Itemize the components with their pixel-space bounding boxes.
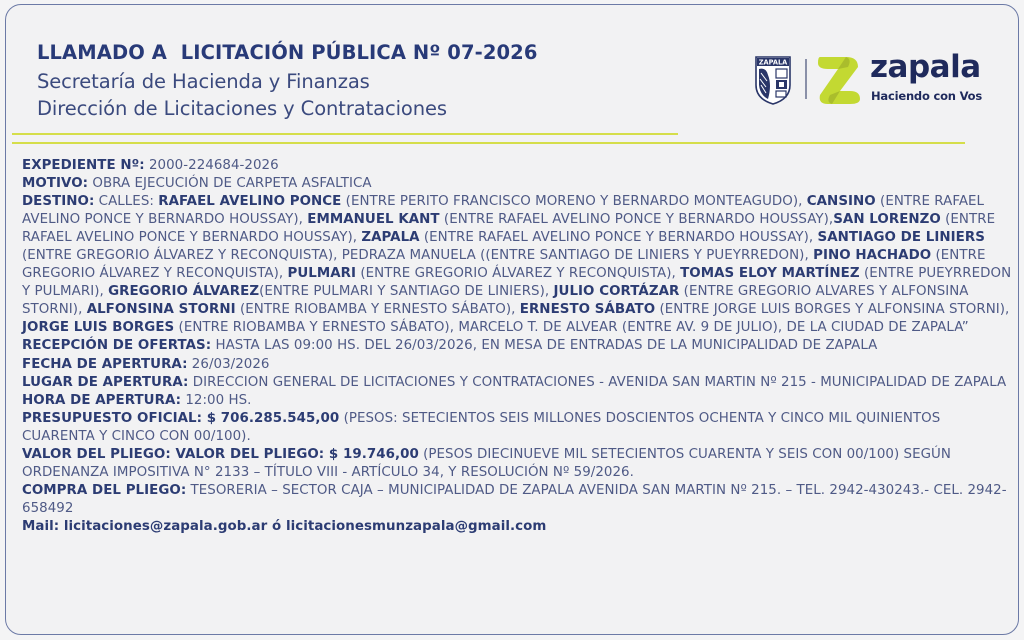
subtitle-direccion: Dirección de Licitaciones y Contrataciones bbox=[37, 97, 447, 120]
street-name: ZAPALA bbox=[361, 230, 420, 246]
notice-body bbox=[22, 157, 1012, 536]
field-label: VALOR DEL PLIEGO: VALOR DEL PLIEGO: $ 19.746,00 bbox=[22, 446, 419, 462]
street-description: (ENTRE PULMARI Y SANTIAGO DE LINIERS), bbox=[259, 284, 554, 300]
field-label: HORA DE APERTURA: bbox=[22, 392, 182, 408]
page-title: LLAMADO A LICITACIÓN PÚBLICA Nº 07-2026 bbox=[37, 41, 538, 64]
accent-divider-short bbox=[12, 133, 678, 135]
logo-group bbox=[752, 49, 992, 113]
street-description: (ENTRE PUEYRREDON Y PULMARI), bbox=[22, 266, 1012, 300]
street-name: PULMARI bbox=[287, 266, 357, 282]
street-description: (ENTRE GREGORIO ÁLVAREZ Y RECONQUISTA), bbox=[22, 248, 986, 282]
street-name: TOMAS ELOY MARTÍNEZ bbox=[680, 266, 860, 282]
field-expediente bbox=[22, 157, 1012, 175]
subtitle-secretaria: Secretaría de Hacienda y Finanzas bbox=[37, 70, 370, 93]
street-description: (ENTRE PERITO FRANCISCO MORENO Y BERNARDO MONTEAGUDO), bbox=[341, 194, 807, 210]
street-description: (ENTRE RAFAEL AVELINO PONCE Y BERNARDO HOUSSAY), bbox=[22, 212, 996, 246]
field-lugar-apertura bbox=[22, 374, 1012, 392]
brand-tagline: Haciendo con Vos bbox=[871, 89, 982, 103]
field-recepcion-ofertas bbox=[22, 337, 1012, 355]
field-value: DIRECCION GENERAL DE LICITACIONES Y CONTRATACIONES - AVENIDA SAN MARTIN Nº 215 - MUNICIPALIDAD DE ZAPALA bbox=[188, 374, 1007, 390]
field-motivo bbox=[22, 175, 1012, 193]
field-value: 2000-224684-2026 bbox=[144, 158, 279, 173]
logo-separator bbox=[805, 59, 807, 99]
street-name: PINO HACHADO bbox=[813, 248, 932, 264]
brand-wordmark: zapala bbox=[870, 49, 981, 85]
field-value: HASTA LAS 09:00 HS. DEL 26/03/2026, EN MESA DE ENTRADAS DE LA MUNICIPALIDAD DE ZAPALA bbox=[211, 338, 878, 354]
municipal-shield-icon bbox=[754, 55, 792, 105]
email-link-primary[interactable]: licitaciones@zapala.gob.ar bbox=[63, 518, 268, 534]
field-destino bbox=[22, 193, 1012, 337]
field-label: COMPRA DEL PLIEGO: bbox=[22, 482, 187, 498]
field-label: FECHA DE APERTURA: bbox=[22, 356, 188, 372]
street-description: (ENTRE GREGORIO ÁLVAREZ Y RECONQUISTA), PEDRAZA MANUELA ((ENTRE SANTIAGO DE LINIERS Y PUEYRREDON), bbox=[22, 248, 814, 264]
street-name: SANTIAGO DE LINIERS bbox=[817, 230, 985, 246]
field-value: (PESOS DIECINUEVE MIL SETECIENTOS CUARENTA Y SEIS CON 00/100) SEGÚN ORDENANZA IMPOSITIVA N° 2133 – TÍTULO VIII - ARTÍCULO 34, Y RESOLUCIÓN Nº 59/2026. bbox=[22, 446, 951, 480]
street-name: ERNESTO SÁBATO bbox=[519, 302, 656, 318]
shield-label: ZAPALA bbox=[758, 58, 788, 67]
street-description: (ENTRE RAFAEL AVELINO PONCE Y BERNARDO HOUSSAY), bbox=[419, 230, 818, 246]
field-valor-pliego bbox=[22, 446, 1012, 482]
field-value: 26/03/2026 bbox=[187, 356, 270, 372]
street-name: RAFAEL AVELINO PONCE bbox=[158, 194, 342, 210]
field-label: PRESUPUESTO OFICIAL: $ 706.285.545,00 bbox=[22, 410, 340, 426]
street-description: (ENTRE RIOBAMBA Y ERNESTO SÁBATO), bbox=[235, 302, 520, 318]
field-compra-pliego bbox=[22, 482, 1012, 518]
field-label: Mail: bbox=[22, 518, 64, 534]
destino-street-list bbox=[22, 194, 1011, 335]
street-name: GREGORIO ÁLVAREZ bbox=[108, 284, 260, 300]
street-name: JORGE LUIS BORGES bbox=[22, 320, 175, 336]
field-mail bbox=[22, 518, 1012, 536]
field-label: DESTINO: bbox=[22, 194, 95, 210]
field-label: LUGAR DE APERTURA: bbox=[22, 374, 189, 390]
street-description: (ENTRE RAFAEL AVELINO PONCE Y BERNARDO HOUSSAY), bbox=[439, 212, 834, 228]
field-fecha-apertura bbox=[22, 356, 1012, 374]
street-description: (ENTRE JORGE LUIS BORGES Y ALFONSINA STORNI), bbox=[655, 302, 1010, 318]
field-value: TESORERIA – SECTOR CAJA – MUNICIPALIDAD DE ZAPALA AVENIDA SAN MARTIN Nº 215. – TEL. 2942-430243.- CEL. 2942-658492 bbox=[22, 482, 1007, 516]
street-description: (ENTRE GREGORIO ALVARES Y ALFONSINA STORNI), bbox=[22, 284, 969, 318]
field-value: 12:00 HS. bbox=[181, 392, 252, 408]
accent-divider-long bbox=[12, 142, 965, 144]
field-label: EXPEDIENTE Nº: bbox=[22, 158, 145, 173]
street-name: JULIO CORTÁZAR bbox=[553, 284, 680, 300]
street-name: CANSINO bbox=[806, 194, 876, 210]
field-hora-apertura bbox=[22, 392, 1012, 410]
field-value: (PESOS: SETECIENTOS SEIS MILLONES DOSCIENTOS OCHENTA Y CINCO MIL QUINIENTOS CUARENTA Y CINCO CON 00/100). bbox=[22, 410, 941, 444]
street-description: (ENTRE RIOBAMBA Y ERNESTO SÁBATO), MARCELO T. DE ALVEAR (ENTRE AV. 9 DE JULIO), DE LA CIUDAD DE ZAPALA” bbox=[174, 320, 969, 336]
field-label: MOTIVO: bbox=[22, 176, 89, 192]
street-description: (ENTRE RAFAEL AVELINO PONCE Y BERNARDO HOUSSAY), bbox=[22, 194, 985, 228]
street-description: (ENTRE GREGORIO ÁLVAREZ Y RECONQUISTA), bbox=[356, 266, 681, 282]
email-link-secondary[interactable]: licitacionesmunzapala@gmail.com bbox=[285, 518, 547, 534]
street-name: SAN LORENZO bbox=[833, 212, 941, 228]
street-name: ALFONSINA STORNI bbox=[86, 302, 236, 318]
field-presupuesto-oficial bbox=[22, 410, 1012, 446]
field-value: OBRA EJECUCIÓN DE CARPETA ASFALTICA bbox=[88, 176, 372, 192]
zapala-z-logo-icon bbox=[816, 55, 864, 105]
street-name: EMMANUEL KANT bbox=[307, 212, 440, 228]
email-connector: ó bbox=[267, 518, 286, 534]
street-description: CALLES: bbox=[94, 194, 159, 210]
field-label: RECEPCIÓN DE OFERTAS: bbox=[22, 338, 212, 354]
